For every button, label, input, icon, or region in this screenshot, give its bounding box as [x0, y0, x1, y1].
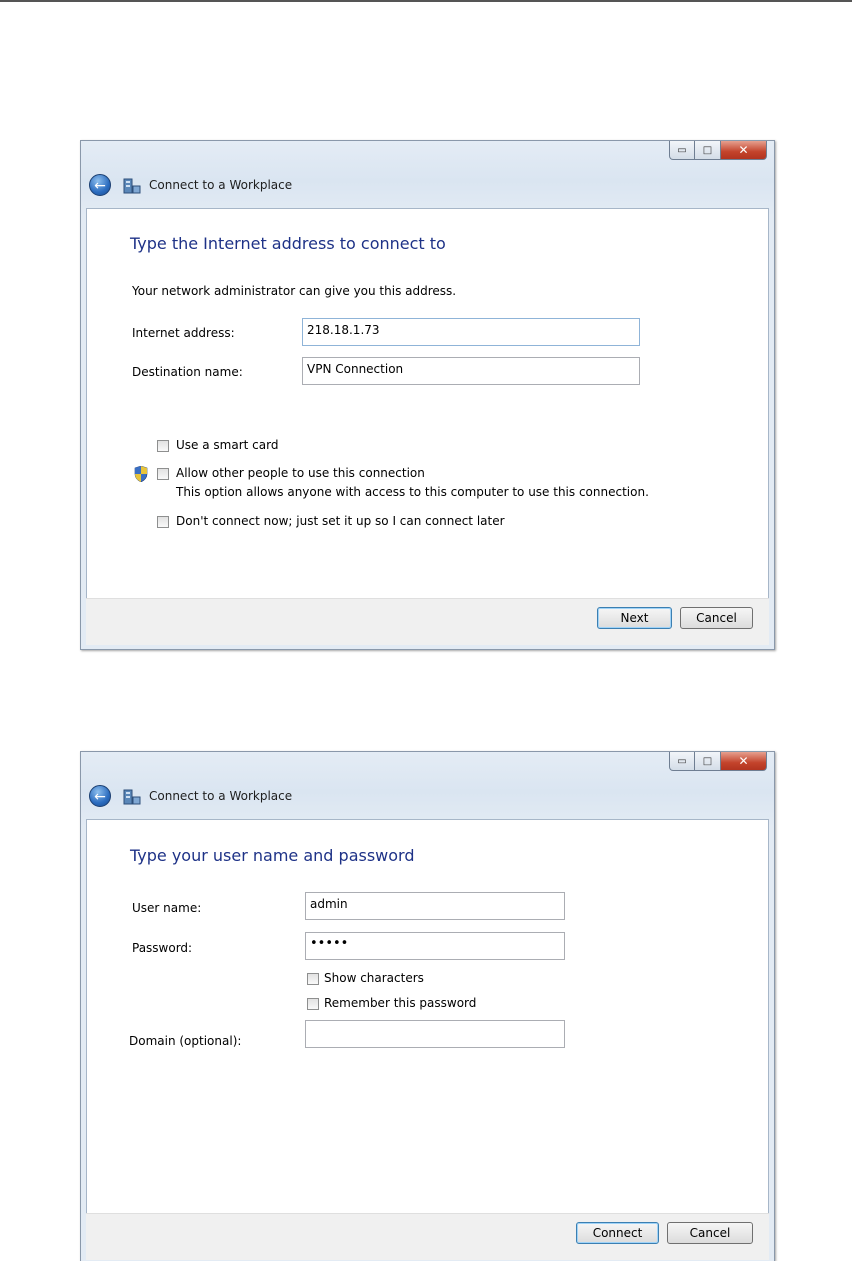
destination-name-input[interactable]: VPN Connection [302, 357, 640, 385]
wizard-footer [86, 598, 769, 645]
allow-others-checkbox[interactable] [157, 468, 169, 480]
cancel-button[interactable]: Cancel [680, 607, 753, 629]
wizard-content [86, 208, 769, 599]
maximize-button[interactable] [695, 752, 721, 771]
workplace-network-icon [123, 789, 141, 805]
close-icon: ✕ [738, 754, 749, 768]
close-icon: ✕ [738, 143, 749, 157]
dont-connect-checkbox[interactable] [157, 516, 169, 528]
back-arrow-icon[interactable]: ← [89, 174, 111, 196]
wizard-footer [86, 1213, 769, 1260]
maximize-icon: □ [702, 755, 713, 767]
connect-workplace-window-address [80, 140, 775, 650]
page-heading: Type your user name and password [130, 846, 415, 865]
allow-others-label: Allow other people to use this connection [176, 466, 425, 480]
maximize-button[interactable] [695, 141, 721, 160]
internet-address-label: Internet address: [132, 326, 235, 340]
close-button[interactable] [721, 141, 767, 160]
minimize-button[interactable] [669, 141, 695, 160]
dont-connect-label: Don't connect now; just set it up so I can connect later [176, 514, 505, 528]
maximize-icon: □ [702, 144, 713, 156]
remember-password-label: Remember this password [324, 996, 477, 1010]
minimize-icon: ▭ [677, 755, 687, 767]
user-name-label: User name: [132, 901, 202, 915]
page-top-rule [0, 0, 852, 2]
connect-button[interactable]: Connect [576, 1222, 659, 1244]
window-title: Connect to a Workplace [149, 178, 293, 192]
window-title: Connect to a Workplace [149, 789, 293, 803]
intro-text: Your network administrator can give you this address. [132, 284, 457, 298]
close-button[interactable] [721, 752, 767, 771]
minimize-button[interactable] [669, 752, 695, 771]
page-heading: Type the Internet address to connect to [130, 234, 446, 253]
domain-input[interactable] [305, 1020, 565, 1048]
internet-address-input[interactable]: 218.18.1.73 [302, 318, 640, 346]
window-controls [669, 141, 767, 161]
destination-name-label: Destination name: [132, 365, 243, 379]
show-characters-checkbox[interactable] [307, 973, 319, 985]
next-button[interactable]: Next [597, 607, 672, 629]
cancel-button[interactable]: Cancel [667, 1222, 753, 1244]
password-input[interactable]: ••••• [305, 932, 565, 960]
smart-card-checkbox[interactable] [157, 440, 169, 452]
minimize-icon: ▭ [677, 144, 687, 156]
wizard-content [86, 819, 769, 1214]
show-characters-label: Show characters [324, 971, 424, 985]
password-label: Password: [132, 941, 193, 955]
domain-label: Domain (optional): [129, 1034, 242, 1048]
back-arrow-icon[interactable]: ← [89, 785, 111, 807]
allow-others-description: This option allows anyone with access to this computer to use this connection. [176, 485, 649, 499]
uac-shield-icon [134, 466, 148, 482]
user-name-input[interactable]: admin [305, 892, 565, 920]
connect-workplace-window-credentials [80, 751, 775, 1261]
smart-card-label: Use a smart card [176, 438, 279, 452]
window-controls [669, 752, 767, 772]
remember-password-checkbox[interactable] [307, 998, 319, 1010]
workplace-network-icon [123, 178, 141, 194]
